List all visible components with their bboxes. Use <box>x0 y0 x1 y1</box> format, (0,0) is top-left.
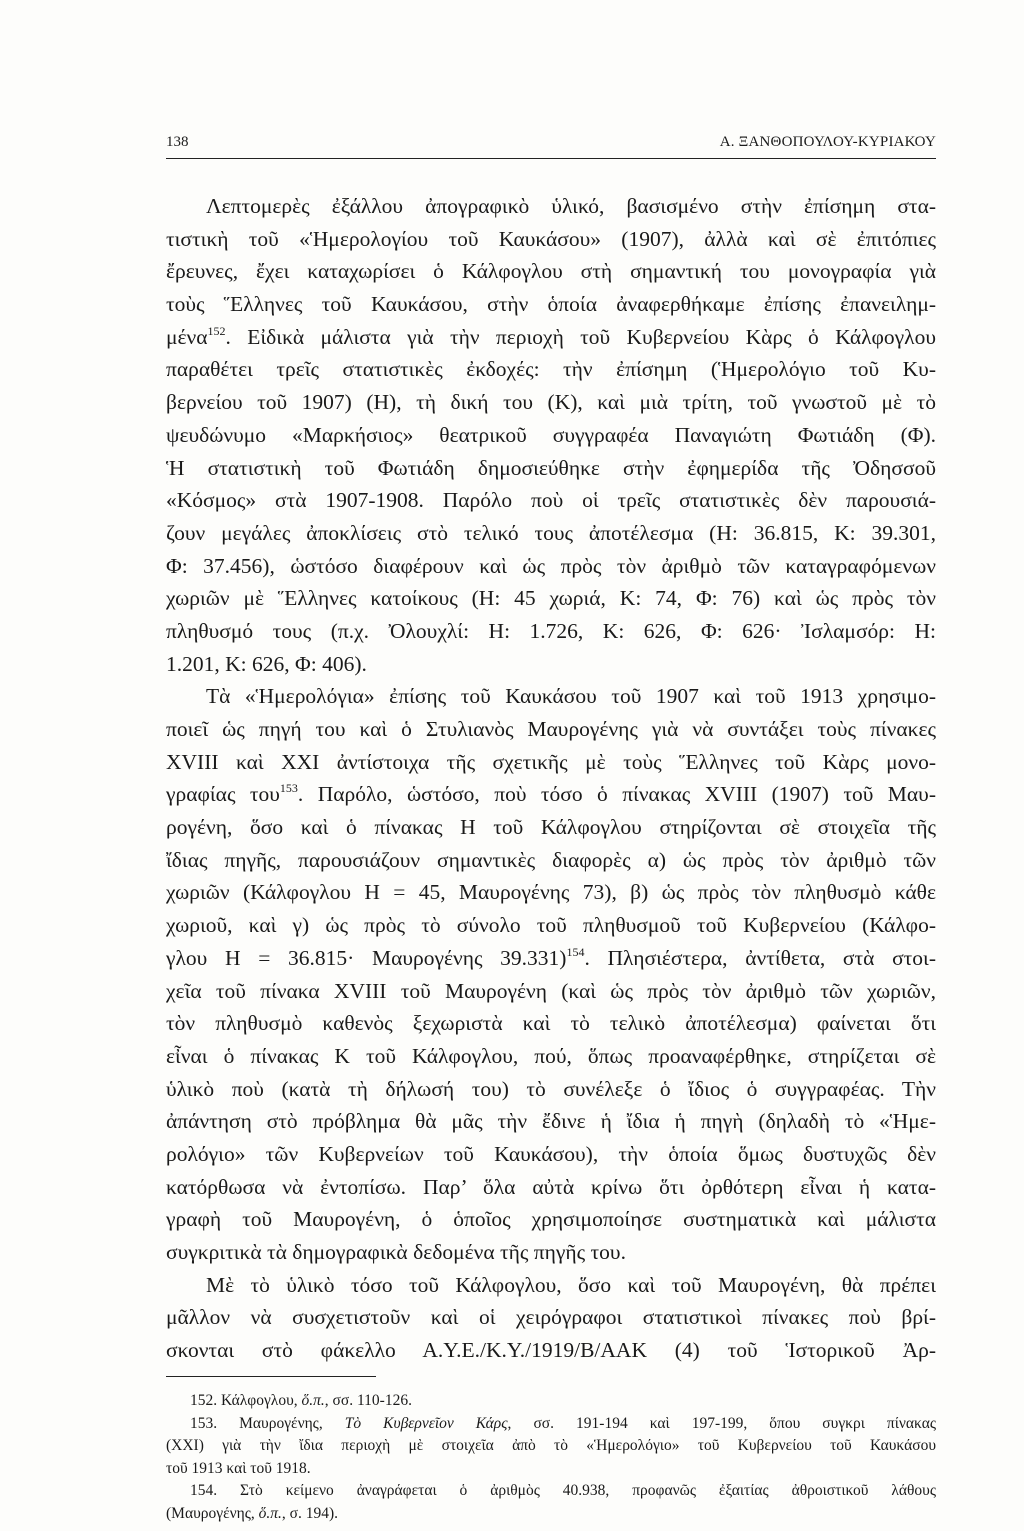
text-line: ζουν μεγάλες ἀποκλίσεις στὸ τελικό τους ἀποτέλεσμα (Η: 36.815, Κ: 39.301, <box>166 520 936 545</box>
footnote-text: 153. Μαυρογένης, <box>190 1414 345 1432</box>
text-line: XVIII καὶ XXI ἀντίστοιχα τῆς σχετικῆς μὲ τοὺς Ἕλληνες τοῦ Κὰρς μονο- <box>166 749 936 774</box>
text-line: χωριῶν (Κάλφογλου Η = 45, Μαυρογένης 73), β) ὡς πρὸς τὸν πληθυσμὸ κάθε <box>166 880 936 905</box>
text-line: ἴδιας πηγῆς, παρουσιάζουν σημαντικὲς διαφορὲς α) ὡς πρὸς τὸν ἀριθμὸ τῶν <box>166 847 936 872</box>
text-line: βερνείου τοῦ 1907) (Η), τὴ δική του (Κ), καὶ μιὰ τρίτη, τοῦ γνωστοῦ μὲ τὸ <box>166 390 936 415</box>
text-line: τιστικὴ τοῦ «Ἡμερολογίου τοῦ Καυκάσου» (1907), ἀλλὰ καὶ σὲ ἐπιτόπιες <box>166 226 936 251</box>
text-line: 1.201, Κ: 626, Φ: 406). <box>166 651 367 676</box>
footnote-italic: ὅ.π. <box>301 1392 325 1409</box>
footnote-153-line2: (XXI) γιὰ τὴν ἴδια περιοχὴ μὲ στοιχεῖα ἀπὸ τὸ «Ἡμερολόγιο» τοῦ Κυβερνείου τοῦ Καυκάσου <box>166 1437 936 1454</box>
text-line: «Κόσμος» στὰ 1907-1908. Παρόλο ποὺ οἱ τρεῖς στατιστικὲς δὲν παρουσιά- <box>166 488 936 513</box>
text-fragment: . Εἰδικὰ μάλιστα γιὰ τὴν περιοχὴ τοῦ Κυβερνείου Κὰρς ὁ Κάλφογλου <box>225 324 936 349</box>
text-line: ὑλικὸ ποὺ (κατὰ τὴ δήλωσή του) τὸ συνέλεξε ὁ ἴδιος ὁ συγγραφέας. Τὴν <box>166 1076 936 1101</box>
text-line: ρολόγιο» τῶν Κυβερνείων τοῦ Καυκάσου), τὴν ὁποία ὅμως δυστυχῶς δὲν <box>166 1141 936 1166</box>
text-line: συγκριτικὰ τὰ δημογραφικὰ δεδομένα τῆς πηγῆς του. <box>166 1240 626 1264</box>
text-line <box>166 942 936 975</box>
footnote-153-line3: τοῦ 1913 καὶ τοῦ 1918. <box>166 1459 311 1477</box>
text-line: τὸν πληθυσμὸ καθενὸς ξεχωριστὰ καὶ τὸ τελικὸ ἀποτέλεσμα) φαίνεται ὅτι <box>166 1011 936 1036</box>
footnote-ref-154: 154 <box>566 944 585 959</box>
text-fragment: . Παρόλο, ὡστόσο, ποὺ τόσο ὁ πίνακας XVIII (1907) τοῦ Μαυ- <box>297 782 936 807</box>
footnote-154-line2 <box>166 1503 936 1526</box>
text-line: Τὰ «Ἡμερολόγια» ἐπίσης τοῦ Καυκάσου τοῦ 1907 καὶ τοῦ 1913 χρησιμο- <box>206 684 936 709</box>
text-line: γραφὴ τοῦ Μαυρογένη, ὁ ὁποῖος χρησιμοποίησε συστηματικὰ καὶ μάλιστα <box>166 1207 936 1232</box>
footnote-text: 152. Κάλφογλου, <box>190 1392 302 1409</box>
text-line: χωριῶν μὲ Ἕλληνες κατοίκους (Η: 45 χωριά, Κ: 74, Φ: 76) καὶ ὡς πρὸς τὸν <box>166 586 936 611</box>
text-line: ρογένη, ὅσο καὶ ὁ πίνακας Η τοῦ Κάλφογλου στηρίζονται σὲ στοιχεῖα τῆς <box>166 815 936 840</box>
footnote-divider <box>166 1376 376 1377</box>
text-line: ἔρευνες, ἔχει καταχωρίσει ὁ Κάλφογλου στὴ σημαντική του μονογραφία γιὰ <box>166 259 936 284</box>
text-line: Ἡ στατιστικὴ τοῦ Φωτιάδη δημοσιεύθηκε στὴν ἐφημερίδα τῆς Ὀδησσοῦ <box>166 455 936 480</box>
main-text <box>166 190 936 1367</box>
text-line: πληθυσμό τους (π.χ. Ὀλουχλί: Η: 1.726, Κ: 626, Φ: 626· Ἰσλαμσόρ: Η: <box>166 618 936 643</box>
text-line: κατόρθωσα νὰ ἐντοπίσω. Παρ’ ὅλα αὐτὰ κρίνω ὅτι ὀρθότερη εἶναι ἡ κατα- <box>166 1174 936 1199</box>
text-line: ἀπάντηση στὸ πρόβλημα θὰ μᾶς τὴν ἔδινε ἡ ἴδια ἡ πηγὴ (δηλαδὴ τὸ «Ἡμε- <box>166 1109 936 1134</box>
text-line: σκονται στὸ φάκελλο Α.Υ.Ε./Κ.Υ./1919/Β/ΑΑΚ (4) τοῦ Ἱστορικοῦ Ἀρ- <box>166 1338 936 1363</box>
text-fragment: γραφίας του <box>166 782 280 807</box>
footnote-italic: ὅ.π. <box>258 1504 282 1522</box>
footnote-152 <box>166 1390 936 1413</box>
footnote-text: , σσ. 110-126. <box>324 1392 412 1409</box>
text-line <box>166 321 936 354</box>
text-line: ψευδώνυμο «Μαρκήσιος» θεατρικοῦ συγγραφέα Παναγιώτη Φωτιάδη (Φ). <box>166 422 936 447</box>
footnote-153 <box>166 1413 936 1436</box>
footnote-italic: Τὸ Κυβερνεῖον Κάρς <box>344 1414 508 1432</box>
running-title: Α. ΞΑΝΘΟΠΟΥΛΟΥ-ΚΥΡΙΑΚΟΥ <box>719 134 936 150</box>
footnote-text: , σσ. 191-194 καὶ 197-199, ὅπου συγκρι πίνακας <box>507 1414 936 1432</box>
text-line: μᾶλλον νὰ συσχετιστοῦν καὶ οἱ χειρόγραφοι στατιστικοὶ πίνακες ποὺ βρί- <box>166 1305 936 1330</box>
footnote-154: 154. Στὸ κείμενο ἀναγράφεται ὁ ἀριθμὸς 40.938, προφανῶς ἐξαιτίας ἀθροιστικοῦ λάθους <box>190 1482 936 1499</box>
text-line: Μὲ τὸ ὑλικὸ τόσο τοῦ Κάλφογλου, ὅσο καὶ τοῦ Μαυρογένη, θὰ πρέπει <box>206 1272 936 1297</box>
footnote-ref-152: 152 <box>207 323 226 338</box>
text-line <box>166 778 936 811</box>
text-line: χεῖα τοῦ πίνακα XVIII τοῦ Μαυρογένη (καὶ ὡς πρὸς τὸν ἀριθμὸ τῶν χωριῶν, <box>166 978 936 1003</box>
text-line: εἶναι ὁ πίνακας Κ τοῦ Κάλφογλου, πού, ὅπως προαναφέρθηκε, στηρίζεται σὲ <box>166 1043 936 1068</box>
page-header <box>166 134 936 159</box>
page-number: 138 <box>166 134 189 150</box>
text-line: χωριοῦ, καὶ γ) ὡς πρὸς τὸ σύνολο τοῦ πληθυσμοῦ τοῦ Κυβερνείου (Κάλφο- <box>166 913 936 938</box>
text-line: Φ: 37.456), ὡστόσο διαφέρουν καὶ ὡς πρὸς τὸν ἀριθμὸ τῶν καταγραφόμενων <box>166 553 936 578</box>
footnote-text: , σ. 194). <box>281 1504 339 1522</box>
footnote-ref-153: 153 <box>279 781 298 796</box>
text-fragment: γλου Η = 36.815· Μαυρογένης 39.331) <box>166 945 567 970</box>
footnote-text: (Μαυρογένης, <box>166 1504 259 1522</box>
text-line: Λεπτομερὲς ἐξάλλου ἀπογραφικὸ ὑλικό, βασισμένο στὴν ἐπίσημη στα- <box>206 194 936 218</box>
text-fragment: . Πλησιέστερα, ἀντίθετα, στὰ στοι- <box>584 945 937 970</box>
text-line: τοὺς Ἕλληνες τοῦ Καυκάσου, στὴν ὁποία ἀναφερθήκαμε ἐπίσης ἐπανειλημ- <box>166 292 936 317</box>
text-line: ποιεῖ ὡς πηγή του καὶ ὁ Στυλιανὸς Μαυρογένης γιὰ νὰ συντάξει τοὺς πίνακες <box>166 717 936 741</box>
footnotes <box>166 1390 936 1525</box>
text-fragment: μένα <box>166 324 208 349</box>
text-line: παραθέτει τρεῖς στατιστικὲς ἐκδοχές: τὴν ἐπίσημη (Ἡμερολόγιο τοῦ Κυ- <box>166 357 936 382</box>
